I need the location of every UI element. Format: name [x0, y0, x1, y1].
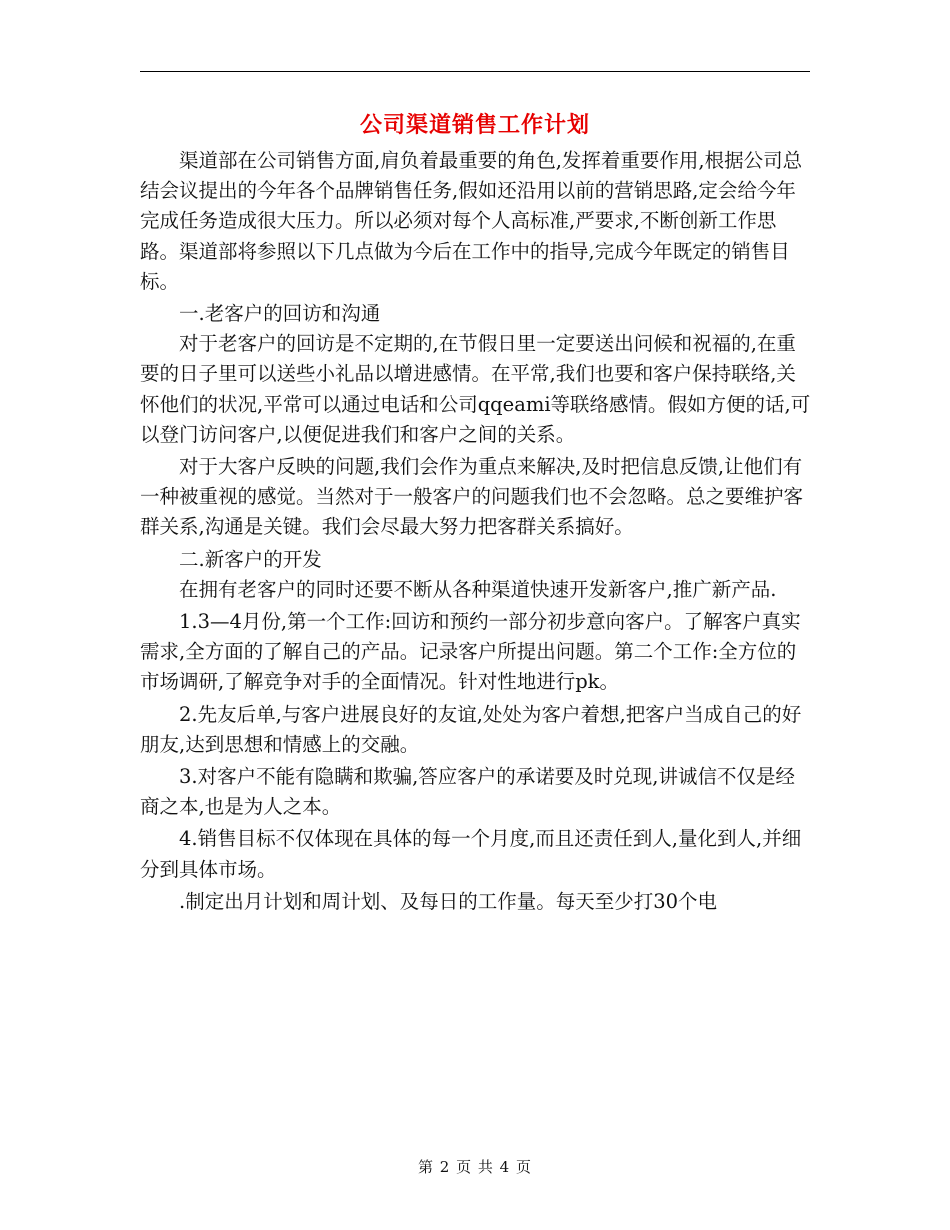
document-body	[140, 146, 812, 917]
section-heading-1: 一.老客户的回访和沟通	[179, 302, 381, 326]
paragraph: 对于大客户反映的问题,我们会作为重点来解决,及时把信息反馈,让他们有一种被重视的感觉。当然对于一般客户的问题我们也不会忽略。总之要维护客群关系,沟通是关键。我们会尽最大努力把客群关系搞好。	[140, 455, 804, 539]
list-item: .制定出月计划和周计划、及每日的工作量。每天至少打30个电	[179, 889, 718, 913]
page-footer: 第 2 页 共 4 页	[418, 1158, 532, 1176]
document-title: 公司渠道销售工作计划	[359, 112, 590, 138]
section-heading-2: 二.新客户的开发	[179, 547, 322, 571]
list-item: 3.对客户不能有隐瞒和欺骗,答应客户的承诺要及时兑现,讲诚信不仅是经商之本,也是为人之本。	[140, 765, 796, 819]
paragraph-intro: 渠道部在公司销售方面,肩负着最重要的角色,发挥着重要作用,根据公司总结会议提出的今年各个品牌销售任务,假如还沿用以前的营销思路,定会给今年完成任务造成很大压力。所以必须对每个人高标准,严要求,不断创新工作思路。渠道部将参照以下几点做为今后在工作中的指导,完成今年既定的销售目标。	[140, 149, 803, 293]
list-item: 1.3—4月份,第一个工作:回访和预约一部分初步意向客户。了解客户真实需求,全方面的了解自己的产品。记录客户所提出问题。第二个工作:全方位的市场调研,了解竞争对手的全面情况。针对性地进行pk。	[140, 610, 801, 694]
paragraph: 在拥有老客户的同时还要不断从各种渠道快速开发新客户,推广新产品.	[179, 577, 777, 601]
list-item: 4.销售目标不仅体现在具体的每一个月度,而且还责任到人,量化到人,并细分到具体市场。	[140, 827, 802, 881]
paragraph: 对于老客户的回访是不定期的,在节假日里一定要送出问候和祝福的,在重要的日子里可以送些小礼品以增进感情。在平常,我们也要和客户保持联络,关怀他们的状况,平常可以通过电话和公司qqeami等联络感情。假如方便的话,可以登门访问客户,以便促进我们和客户之间的关系。	[140, 332, 811, 446]
list-item: 2.先友后单,与客户进展良好的友谊,处处为客户着想,把客户当成自己的好朋友,达到思想和情感上的交融。	[140, 702, 802, 756]
header-rule	[140, 71, 810, 72]
